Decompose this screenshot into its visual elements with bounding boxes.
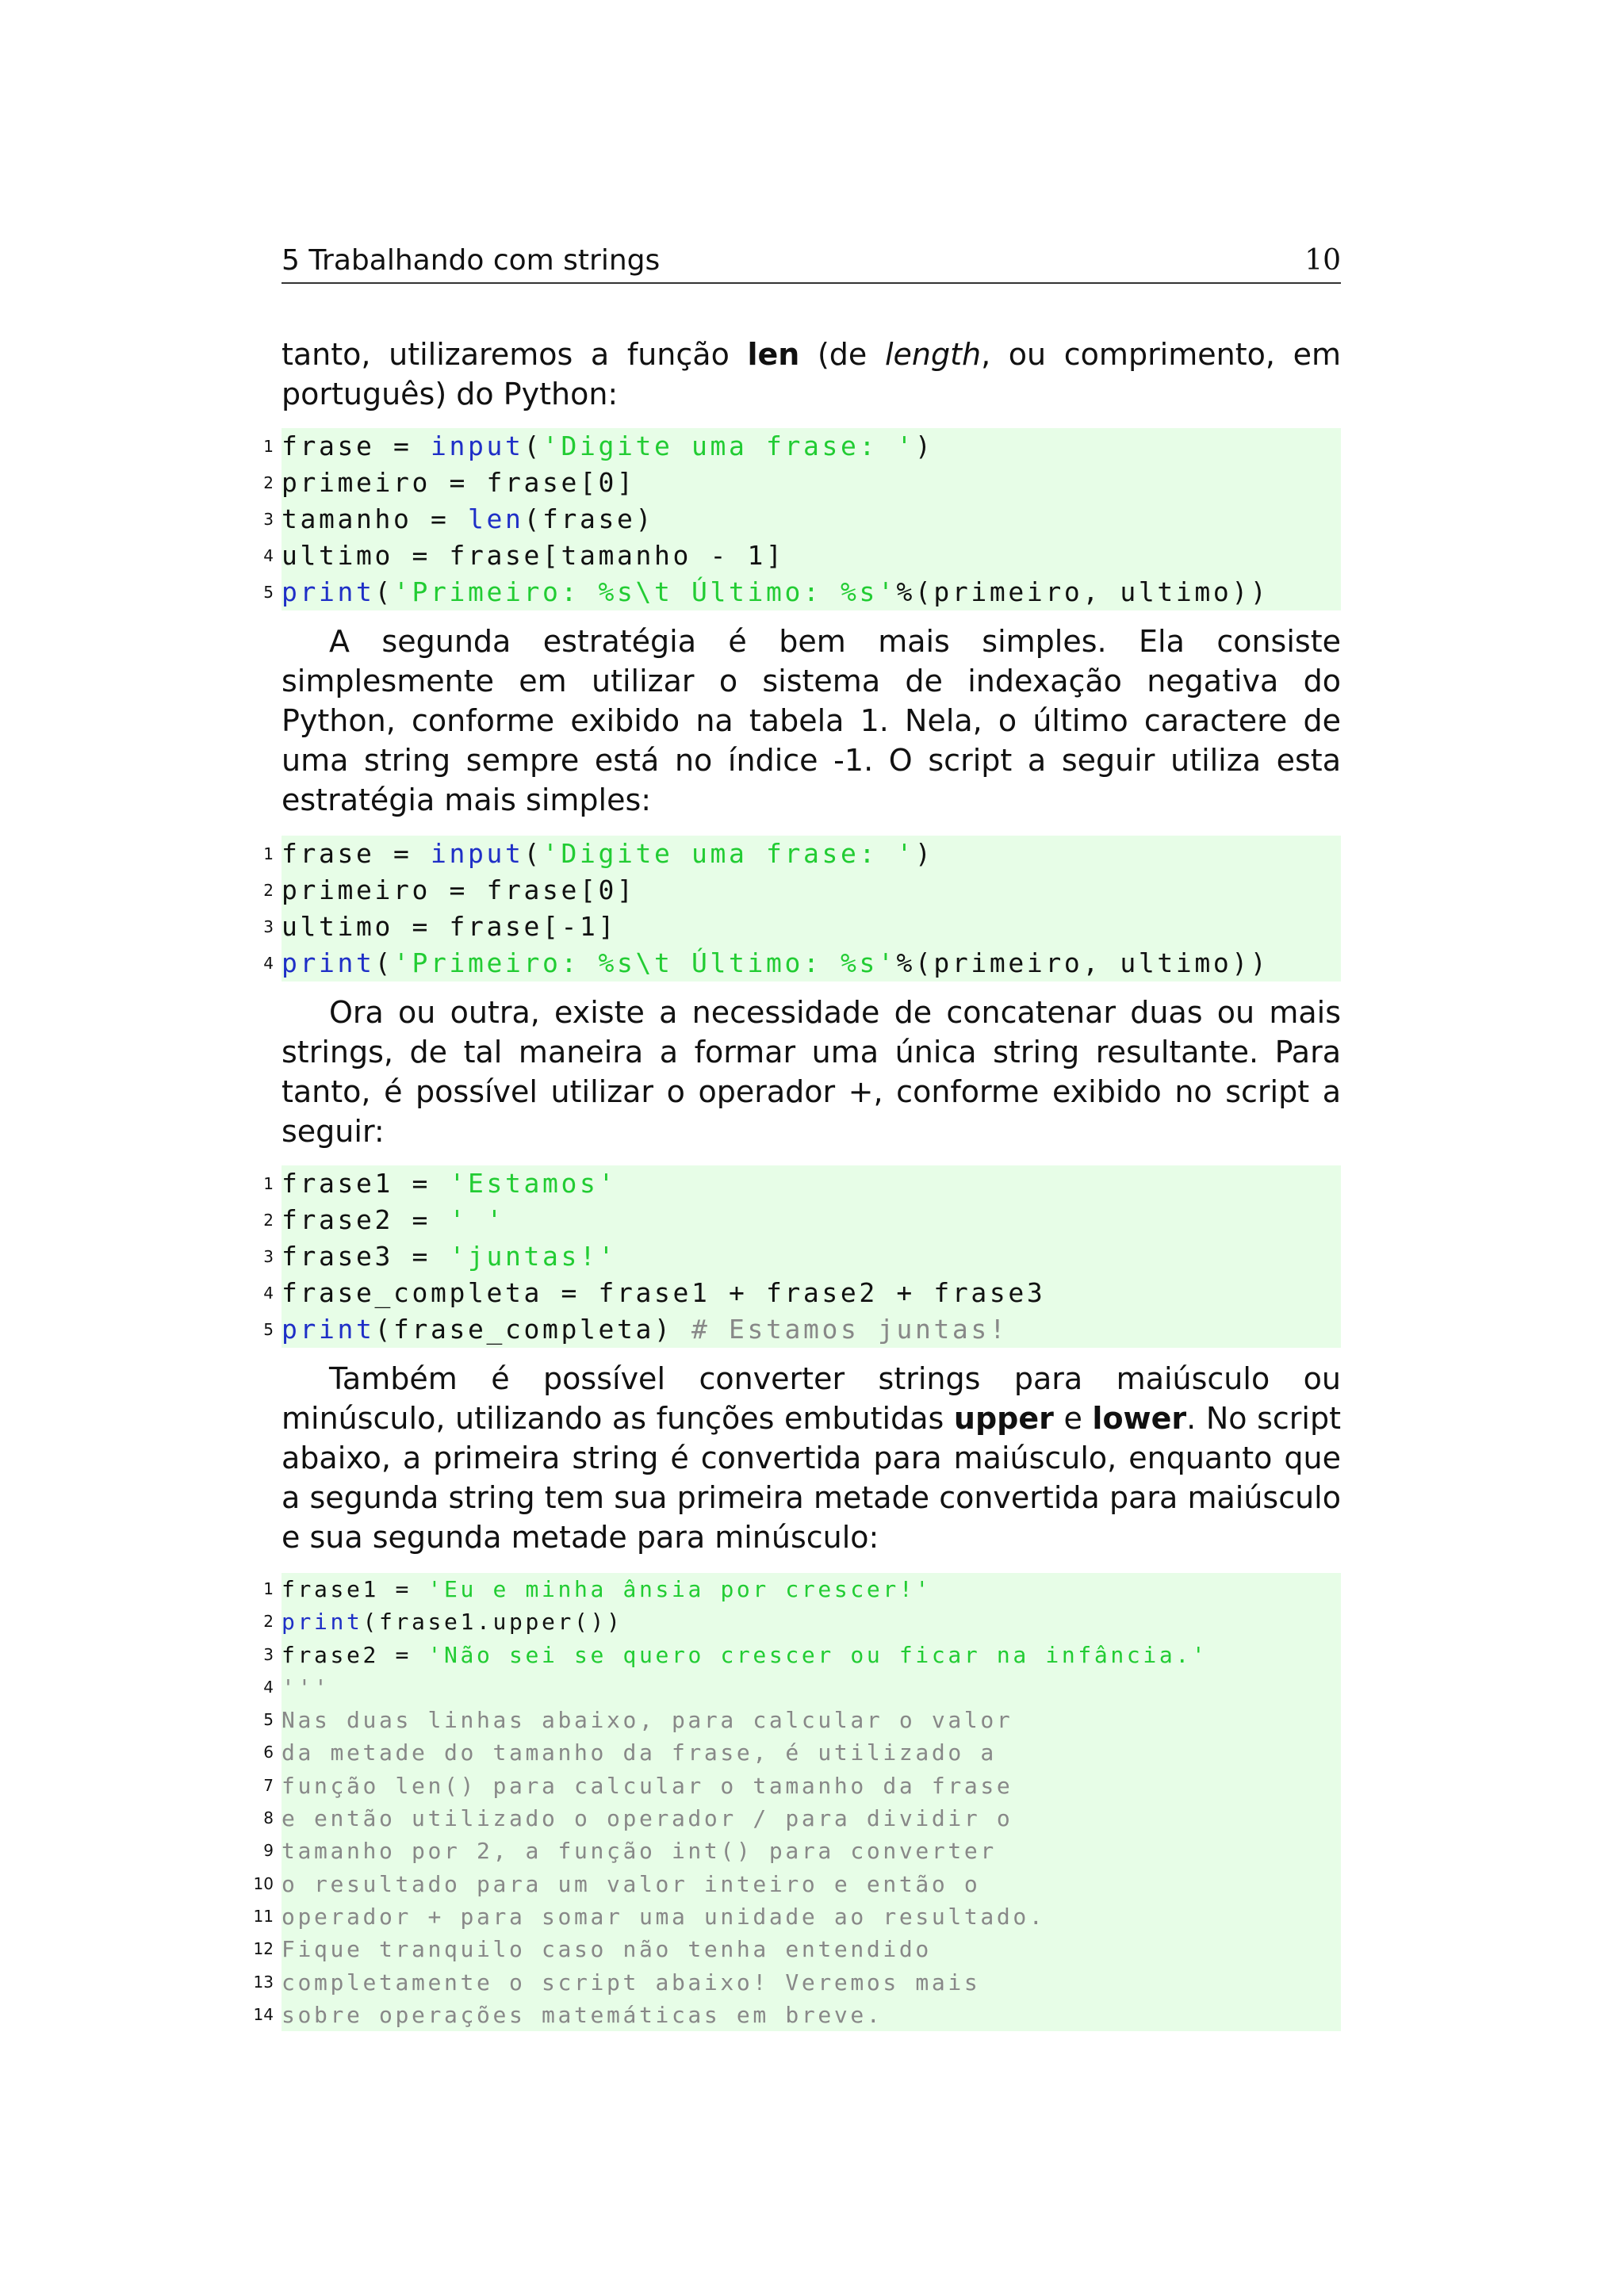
code-comment: # Estamos juntas! [691, 1314, 1009, 1345]
code-line [263, 1770, 1341, 1802]
code-line [253, 1868, 1341, 1900]
code-string: 'Primeiro: %s\t Último: %s' [393, 576, 897, 607]
code-line [263, 1165, 1341, 1202]
code-text: frase2 = [282, 1204, 450, 1235]
code-line [263, 836, 1341, 872]
line-number: 3 [263, 917, 274, 936]
code-line [253, 1933, 1341, 1965]
line-number: 5 [263, 1320, 274, 1339]
line-number: 3 [263, 510, 274, 529]
code-line [263, 1802, 1341, 1835]
line-number: 4 [263, 954, 274, 973]
line-number: 1 [263, 844, 274, 863]
line-number: 10 [253, 1873, 274, 1893]
code-line [263, 909, 1341, 945]
code-text: frase_completa = frase1 + frase2 + frase3 [282, 1277, 1046, 1308]
line-number: 9 [263, 1841, 274, 1861]
code-string: 'Eu e minha ânsia por crescer!' [427, 1576, 932, 1602]
line-number: 5 [263, 1710, 274, 1730]
code-text: primeiro = frase[0] [282, 874, 636, 905]
line-number: 3 [263, 1247, 274, 1266]
line-number: 7 [263, 1775, 274, 1795]
line-number: 2 [263, 881, 274, 900]
lower-keyword: lower [1092, 1401, 1187, 1436]
text-span: , ou comprimento, em português) do Python: [282, 337, 1341, 411]
length-italic: length [884, 337, 982, 372]
code-string: 'juntas!' [449, 1241, 617, 1272]
code-line [263, 1704, 1341, 1736]
line-number: 2 [263, 1612, 274, 1632]
code-line [263, 501, 1341, 538]
line-number: 4 [263, 1677, 274, 1697]
code-comment: Fique tranquilo caso não tenha entendido [282, 1936, 932, 1963]
code-line [263, 538, 1341, 574]
code-keyword: print [282, 576, 375, 607]
text-span: e [1053, 1401, 1093, 1436]
code-line [263, 428, 1341, 465]
code-block-1 [263, 428, 1341, 610]
code-text: ultimo = frase[tamanho - 1] [282, 540, 785, 571]
line-number: 1 [263, 1579, 274, 1598]
line-number: 8 [263, 1808, 274, 1828]
code-keyword: len [467, 503, 524, 534]
code-line [263, 1671, 1341, 1704]
line-number: 13 [253, 1972, 274, 1992]
code-line [263, 872, 1341, 909]
paragraph-2: A segunda estratégia é bem mais simples. Ela consiste simplesmente em utilizar o sistema de indexação negativa do Python, conforme exibido na tabela 1. Nela, o último caractere de uma string sempre está no índice -1. O script a seguir utiliza esta estratégia mais simples: [282, 624, 1341, 817]
paragraph-3: Ora ou outra, existe a necessidade de concatenar duas ou mais strings, de tal maneira a formar uma única string resultante. Para tanto, é possível utilizar o operador +, conforme exibido no script a seguir: [282, 995, 1341, 1149]
code-text: frase = [282, 838, 431, 869]
page [253, 238, 1341, 2031]
code-line [253, 1900, 1341, 1933]
code-string: 'Não sei se quero crescer ou ficar na infância.' [427, 1641, 1208, 1668]
code-line [263, 1736, 1341, 1769]
code-text: ultimo = frase[-1] [282, 911, 617, 942]
code-line [263, 1238, 1341, 1275]
line-number: 12 [253, 1939, 274, 1959]
code-text: %(primeiro, ultimo)) [896, 576, 1270, 607]
line-number: 4 [263, 546, 274, 565]
code-keyword: print [282, 947, 375, 978]
code-comment: ''' [282, 1674, 331, 1701]
code-string: 'Primeiro: %s\t Último: %s' [393, 947, 897, 978]
code-text: frase3 = [282, 1241, 450, 1272]
code-line [263, 1311, 1341, 1348]
code-text: ) [914, 430, 934, 461]
text-span: (de [799, 337, 885, 372]
code-line [263, 1835, 1341, 1867]
line-number: 2 [263, 473, 274, 492]
code-comment: função len() para calcular o tamanho da frase [282, 1772, 1013, 1799]
code-comment: tamanho por 2, a função int() para converter [282, 1838, 997, 1865]
code-line [263, 1573, 1341, 1605]
len-keyword: len [747, 337, 800, 372]
code-string: 'Digite uma frase: ' [542, 838, 915, 869]
code-block-3 [263, 1165, 1341, 1348]
upper-keyword: upper [953, 1401, 1054, 1436]
code-text: (frase_completa) [374, 1314, 691, 1345]
paragraph-4 [282, 1359, 1341, 1557]
code-text: ( [523, 430, 542, 461]
code-keyword: print [282, 1314, 375, 1345]
line-number: 1 [263, 1174, 274, 1193]
code-string: 'Estamos' [449, 1168, 617, 1199]
code-text: frase1 = [282, 1576, 428, 1602]
line-number: 4 [263, 1284, 274, 1303]
text-span: . No script abaixo, a primeira string é convertida para maiúsculo, enquanto que a segunda string tem sua primeira metade convertida para maiúsculo e sua segunda metade para minúsculo: [282, 1401, 1341, 1555]
chapter-title: 5 Trabalhando com strings [282, 244, 661, 277]
code-line [263, 1605, 1341, 1638]
line-number: 2 [263, 1211, 274, 1230]
code-comment: da metade do tamanho da frase, é utilizado a [282, 1739, 997, 1766]
code-text: %(primeiro, ultimo)) [896, 947, 1270, 978]
code-text: frase1 = [282, 1168, 450, 1199]
intro-paragraph [282, 335, 1341, 414]
code-keyword: print [282, 1609, 363, 1636]
code-line [263, 1202, 1341, 1238]
code-block-4 [253, 1573, 1341, 2031]
line-number: 1 [263, 437, 274, 456]
code-text: ( [523, 838, 542, 869]
code-line [263, 574, 1341, 610]
code-line [263, 465, 1341, 501]
line-number: 6 [263, 1743, 274, 1762]
line-number: 14 [253, 2004, 274, 2024]
code-block-2 [263, 836, 1341, 982]
line-number: 11 [253, 1906, 274, 1926]
code-line [253, 1966, 1341, 1999]
code-text: ( [374, 576, 393, 607]
line-number: 5 [263, 583, 274, 602]
code-keyword: input [430, 430, 524, 461]
code-text: frase = [282, 430, 431, 461]
code-comment: Nas duas linhas abaixo, para calcular o valor [282, 1707, 1013, 1734]
code-line [263, 1275, 1341, 1311]
code-line [253, 1999, 1341, 2031]
code-string: 'Digite uma frase: ' [542, 430, 915, 461]
code-text: primeiro = frase[0] [282, 467, 636, 498]
text-span: Também é possível converter strings para maiúsculo ou minúsculo, utilizando as funções embutidas [282, 1361, 1341, 1436]
code-comment: operador + para somar uma unidade ao resultado. [282, 1903, 1046, 1930]
running-header [282, 238, 1341, 284]
line-number: 3 [263, 1644, 274, 1664]
code-line [263, 945, 1341, 982]
text-span: tanto, utilizaremos a função [282, 337, 748, 372]
code-comment: e então utilizado o operador / para dividir o [282, 1805, 1013, 1832]
page-number: 10 [1304, 244, 1341, 277]
code-comment: completamente o script abaixo! Veremos mais [282, 1969, 981, 1996]
code-text: (frase1.upper()) [362, 1609, 623, 1636]
code-comment: o resultado para um valor inteiro e então o [282, 1870, 981, 1897]
code-keyword: input [430, 838, 524, 869]
code-text: ) [914, 838, 934, 869]
code-text: frase2 = [282, 1641, 428, 1668]
code-text: ( [374, 947, 393, 978]
code-line [263, 1639, 1341, 1671]
code-string: ' ' [449, 1204, 505, 1235]
code-comment: sobre operações matemáticas em breve. [282, 2001, 883, 2028]
code-text: (frase) [523, 503, 654, 534]
code-text: tamanho = [282, 503, 468, 534]
